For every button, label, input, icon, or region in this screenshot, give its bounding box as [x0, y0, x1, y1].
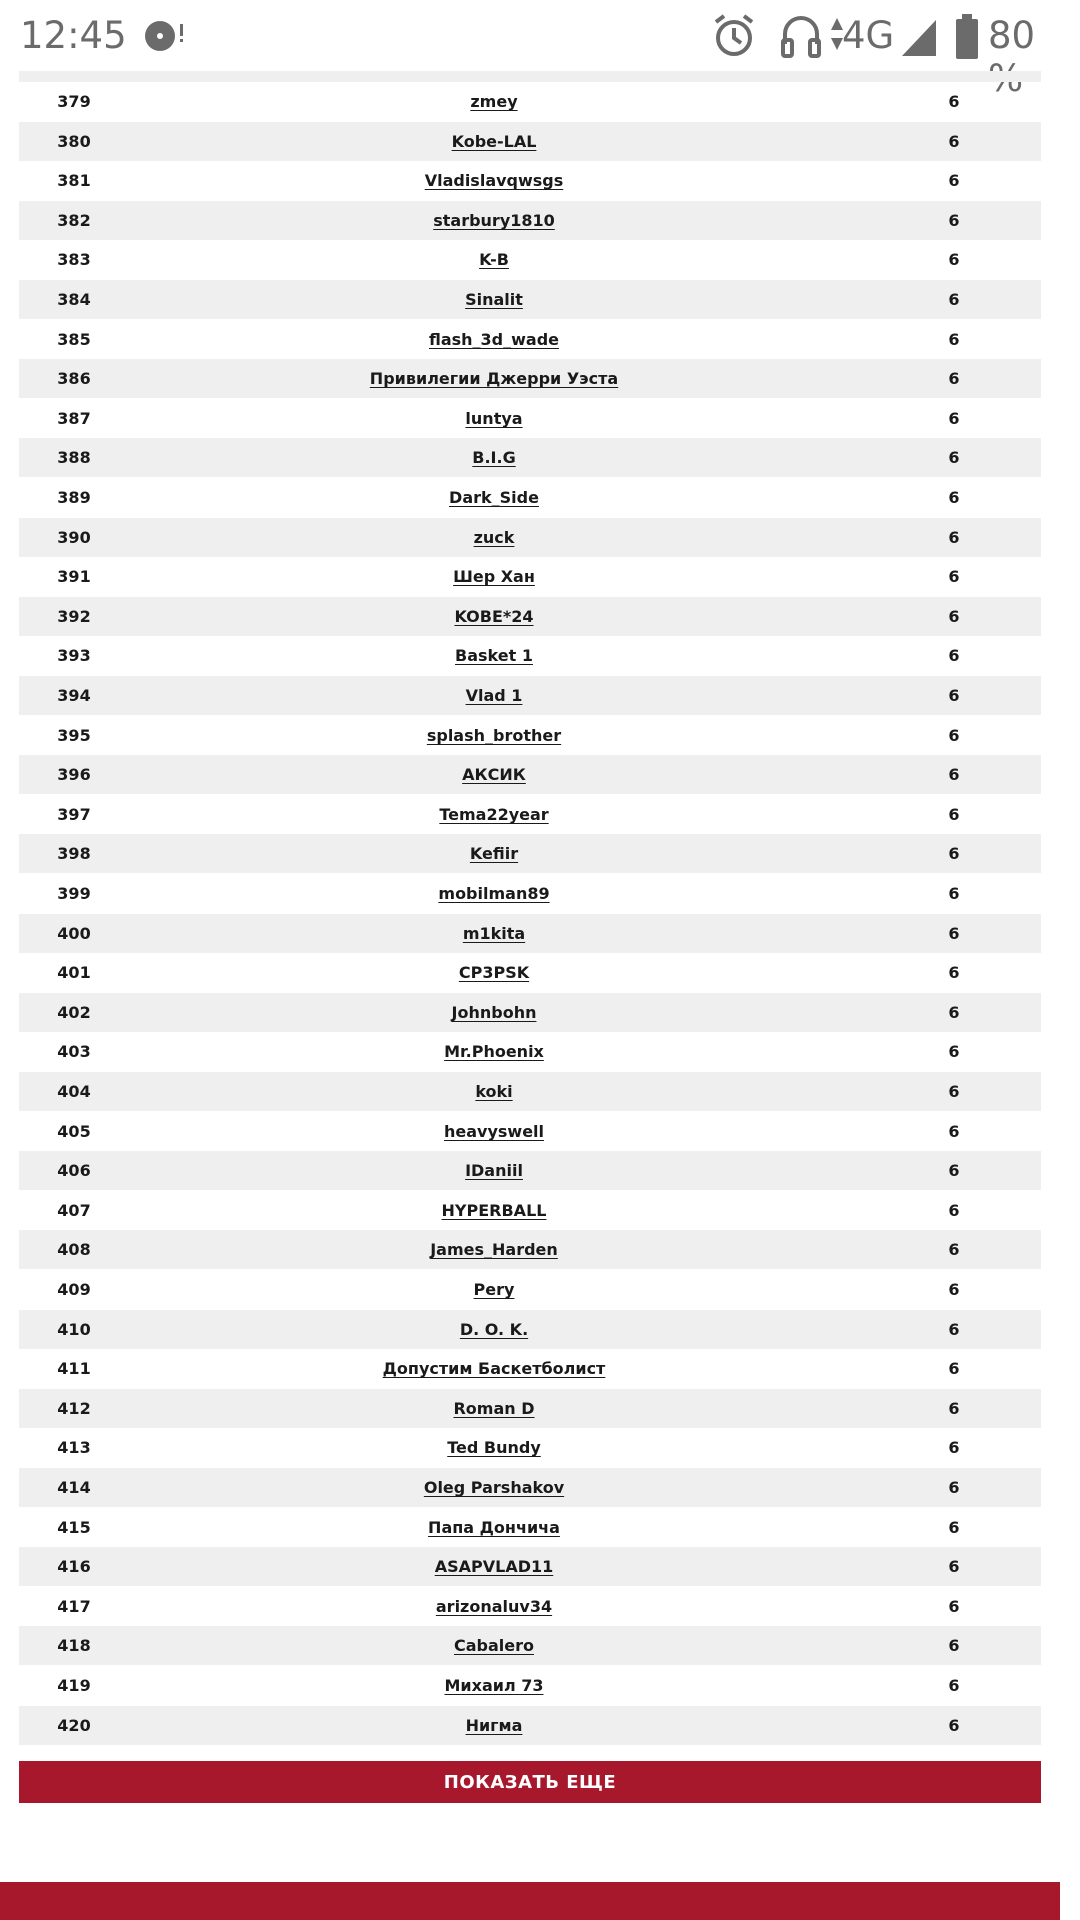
table-row [19, 1072, 1041, 1111]
player-name-cell [129, 726, 859, 745]
player-name-cell [129, 765, 859, 784]
player-link[interactable]: Папа Дончича [428, 1518, 560, 1537]
rank-cell: 401 [57, 963, 91, 982]
score-cell: 6 [948, 1201, 960, 1220]
score-cell: 6 [948, 1082, 960, 1101]
rank-cell: 385 [57, 330, 91, 349]
player-name-cell [129, 686, 859, 705]
show-more-button[interactable]: ПОКАЗАТЬ ЕЩЕ [19, 1761, 1041, 1803]
score-cell: 6 [948, 884, 960, 903]
footer-bar [0, 1882, 1060, 1920]
player-link[interactable]: Привилегии Джерри Уэста [369, 369, 619, 388]
score-cell: 6 [948, 1597, 960, 1616]
player-link[interactable]: Johnbohn [451, 1003, 537, 1022]
player-name-cell [129, 92, 859, 111]
table-row [19, 280, 1041, 319]
score-cell: 6 [948, 1122, 960, 1141]
score-cell: 6 [948, 1636, 960, 1655]
rank-cell: 419 [57, 1676, 91, 1695]
rank-cell: 408 [57, 1240, 91, 1259]
signal-icon [900, 12, 940, 64]
rank-cell: 398 [57, 844, 91, 863]
player-name-cell [129, 1161, 859, 1180]
table-row [19, 1389, 1041, 1428]
table-row [19, 953, 1041, 992]
player-name-cell [129, 1359, 859, 1378]
table-row [19, 1666, 1041, 1705]
player-link[interactable]: D. O. K. [459, 1320, 529, 1339]
score-cell: 6 [948, 1240, 960, 1259]
table-row [19, 359, 1041, 398]
battery-icon [954, 12, 980, 66]
player-link[interactable]: K-B [479, 250, 509, 269]
player-link[interactable]: Vlad 1 [465, 686, 523, 705]
player-link[interactable]: mobilman89 [438, 884, 550, 903]
table-row [19, 320, 1041, 359]
rank-cell: 403 [57, 1042, 91, 1061]
player-name-cell [129, 528, 859, 547]
player-link[interactable]: HYPERBALL [441, 1201, 547, 1220]
table-row [19, 1468, 1041, 1507]
score-cell: 6 [948, 290, 960, 309]
score-cell: 6 [948, 1518, 960, 1537]
score-cell: 6 [948, 646, 960, 665]
score-cell: 6 [948, 92, 960, 111]
player-link[interactable]: Допустим Баскетболист [382, 1359, 606, 1378]
score-cell: 6 [948, 409, 960, 428]
player-name-cell [129, 1518, 859, 1537]
player-name-cell [129, 607, 859, 626]
player-name-cell [129, 1676, 859, 1695]
rank-cell: 409 [57, 1280, 91, 1299]
rank-cell: 416 [57, 1557, 91, 1576]
player-link[interactable]: zmey [470, 92, 518, 111]
player-link[interactable]: KOBE*24 [454, 607, 534, 626]
player-name-cell [129, 1240, 859, 1259]
player-name-cell [129, 488, 859, 507]
rank-cell: 415 [57, 1518, 91, 1537]
player-name-cell [129, 884, 859, 903]
status-bar [0, 0, 1080, 75]
rank-cell: 413 [57, 1438, 91, 1457]
rank-cell: 391 [57, 567, 91, 586]
player-link[interactable]: Tema22year [439, 805, 549, 824]
player-name-cell [129, 646, 859, 665]
player-name-cell [129, 448, 859, 467]
score-cell: 6 [948, 1478, 960, 1497]
player-name-cell [129, 1003, 859, 1022]
table-row [19, 874, 1041, 913]
rank-cell: 418 [57, 1636, 91, 1655]
battery-percent: 80 [988, 14, 1036, 57]
rank-cell: 400 [57, 924, 91, 943]
rank-cell: 380 [57, 132, 91, 151]
rank-cell: 412 [57, 1399, 91, 1418]
player-link[interactable]: Шер Хан [453, 567, 535, 586]
player-name-cell [129, 1636, 859, 1655]
table-row [19, 201, 1041, 240]
rank-cell: 389 [57, 488, 91, 507]
player-link[interactable]: Ted Bundy [447, 1438, 541, 1457]
score-cell: 6 [948, 567, 960, 586]
rank-cell: 384 [57, 290, 91, 309]
player-name-cell [129, 1557, 859, 1576]
player-name-cell [129, 1042, 859, 1061]
player-link[interactable]: starbury1810 [433, 211, 555, 230]
table-row [19, 557, 1041, 596]
table-row [19, 399, 1041, 438]
table-row [19, 438, 1041, 477]
player-link[interactable]: Dark_Side [449, 488, 539, 507]
media-icon [142, 12, 186, 60]
table-row [19, 597, 1041, 636]
rank-cell: 404 [57, 1082, 91, 1101]
score-cell: 6 [948, 1280, 960, 1299]
table-row [19, 240, 1041, 279]
player-link[interactable]: Oleg Parshakov [423, 1478, 565, 1497]
score-cell: 6 [948, 211, 960, 230]
rank-cell: 390 [57, 528, 91, 547]
player-name-cell [129, 1399, 859, 1418]
table-row [19, 1112, 1041, 1151]
rank-cell: 399 [57, 884, 91, 903]
player-link[interactable]: АКСИК [462, 765, 526, 784]
score-cell: 6 [948, 1438, 960, 1457]
player-link[interactable]: koki [475, 1082, 513, 1101]
rank-cell: 387 [57, 409, 91, 428]
score-cell: 6 [948, 607, 960, 626]
rank-cell: 397 [57, 805, 91, 824]
rank-cell: 396 [57, 765, 91, 784]
player-name-cell [129, 844, 859, 863]
rank-cell: 386 [57, 369, 91, 388]
rank-cell: 402 [57, 1003, 91, 1022]
player-link[interactable]: Cabalero [453, 1636, 534, 1655]
table-row [19, 1230, 1041, 1269]
player-name-cell [129, 1438, 859, 1457]
rank-cell: 379 [57, 92, 91, 111]
rank-cell: 395 [57, 726, 91, 745]
player-name-cell [129, 1716, 859, 1735]
score-cell: 6 [948, 1003, 960, 1022]
table-row [19, 122, 1041, 161]
score-cell: 6 [948, 1042, 960, 1061]
rank-cell: 383 [57, 250, 91, 269]
table-row [19, 1151, 1041, 1190]
player-name-cell [129, 1320, 859, 1339]
player-link[interactable]: Нигма [465, 1716, 523, 1735]
player-name-cell [129, 250, 859, 269]
score-cell: 6 [948, 1359, 960, 1378]
rank-cell: 410 [57, 1320, 91, 1339]
player-link[interactable]: IDaniil [465, 1161, 523, 1180]
score-cell: 6 [948, 726, 960, 745]
player-link[interactable]: arizonaluv34 [435, 1597, 553, 1616]
rank-cell: 405 [57, 1122, 91, 1141]
table-row [19, 161, 1041, 200]
table-row [19, 914, 1041, 953]
score-cell: 6 [948, 1320, 960, 1339]
score-cell: 6 [948, 963, 960, 982]
player-name-cell [129, 963, 859, 982]
player-name-cell [129, 1082, 859, 1101]
player-link[interactable]: Roman D [453, 1399, 535, 1418]
player-name-cell [129, 369, 859, 388]
player-name-cell [129, 1597, 859, 1616]
score-cell: 6 [948, 488, 960, 507]
table-row [19, 755, 1041, 794]
rank-cell: 417 [57, 1597, 91, 1616]
player-link[interactable]: Basket 1 [455, 646, 533, 665]
alarm-icon [712, 12, 756, 64]
rank-cell: 411 [57, 1359, 91, 1378]
score-cell: 6 [948, 805, 960, 824]
table-row [19, 1626, 1041, 1665]
player-name-cell [129, 171, 859, 190]
score-cell: 6 [948, 1716, 960, 1735]
score-cell: 6 [948, 330, 960, 349]
table-row [19, 1032, 1041, 1071]
player-name-cell [129, 1478, 859, 1497]
player-link[interactable]: Pery [473, 1280, 515, 1299]
rank-cell: 407 [57, 1201, 91, 1220]
score-cell: 6 [948, 765, 960, 784]
player-name-cell [129, 132, 859, 151]
table-row [19, 82, 1041, 121]
rank-cell: 392 [57, 607, 91, 626]
table-row [19, 676, 1041, 715]
player-name-cell [129, 330, 859, 349]
score-cell: 6 [948, 250, 960, 269]
score-cell: 6 [948, 132, 960, 151]
score-cell: 6 [948, 844, 960, 863]
player-name-cell [129, 211, 859, 230]
rank-cell: 394 [57, 686, 91, 705]
player-link[interactable]: Mr.Phoenix [444, 1042, 544, 1061]
table-row [19, 478, 1041, 517]
score-cell: 6 [948, 1676, 960, 1695]
table-row [19, 1191, 1041, 1230]
table-row [19, 636, 1041, 675]
player-name-cell [129, 1280, 859, 1299]
player-link[interactable]: ASAPVLAD11 [434, 1557, 554, 1576]
table-row [19, 1547, 1041, 1586]
table-row [19, 1428, 1041, 1467]
score-cell: 6 [948, 686, 960, 705]
table-row [19, 716, 1041, 755]
player-name-cell [129, 924, 859, 943]
player-link[interactable]: B.I.G [472, 448, 516, 467]
rank-cell: 420 [57, 1716, 91, 1735]
table-row [19, 795, 1041, 834]
score-cell: 6 [948, 528, 960, 547]
player-name-cell [129, 1122, 859, 1141]
player-link[interactable]: CP3PSK [458, 963, 530, 982]
player-name-cell [129, 290, 859, 309]
player-link[interactable]: Kobe-LAL [451, 132, 537, 151]
player-name-cell [129, 409, 859, 428]
player-link[interactable]: Kefiir [469, 844, 519, 863]
player-link[interactable]: m1kita [462, 924, 526, 943]
network-type: 4G [842, 14, 895, 57]
player-link[interactable]: luntya [465, 409, 523, 428]
player-name-cell [129, 805, 859, 824]
player-link[interactable]: James_Harden [430, 1240, 558, 1259]
table-row [19, 834, 1041, 873]
table-row [19, 1349, 1041, 1388]
table-row [19, 518, 1041, 557]
rank-cell: 381 [57, 171, 91, 190]
table-row-partial [19, 71, 1041, 82]
player-link[interactable]: Михаил 73 [444, 1676, 544, 1695]
rank-cell: 388 [57, 448, 91, 467]
rank-cell: 393 [57, 646, 91, 665]
rank-cell: 382 [57, 211, 91, 230]
score-cell: 6 [948, 369, 960, 388]
table-row [19, 1270, 1041, 1309]
rank-cell: 414 [57, 1478, 91, 1497]
player-link[interactable]: Sinalit [465, 290, 523, 309]
score-cell: 6 [948, 1557, 960, 1576]
player-name-cell [129, 567, 859, 586]
rank-cell: 406 [57, 1161, 91, 1180]
table-row [19, 1508, 1041, 1547]
player-link[interactable]: heavyswell [443, 1122, 545, 1141]
status-time: 12:45 [20, 14, 127, 57]
table-row [19, 993, 1041, 1032]
headphones-icon [780, 12, 822, 64]
player-name-cell [129, 1201, 859, 1220]
table-row [19, 1706, 1041, 1745]
table-row [19, 1587, 1041, 1626]
score-cell: 6 [948, 171, 960, 190]
player-link[interactable]: flash_3d_wade [428, 330, 560, 349]
score-cell: 6 [948, 1399, 960, 1418]
score-cell: 6 [948, 924, 960, 943]
player-link[interactable]: splash_brother [426, 726, 562, 745]
table-row [19, 1310, 1041, 1349]
player-link[interactable]: Vladislavqwsgs [424, 171, 564, 190]
score-cell: 6 [948, 1161, 960, 1180]
player-link[interactable]: zuck [473, 528, 515, 547]
score-cell: 6 [948, 448, 960, 467]
